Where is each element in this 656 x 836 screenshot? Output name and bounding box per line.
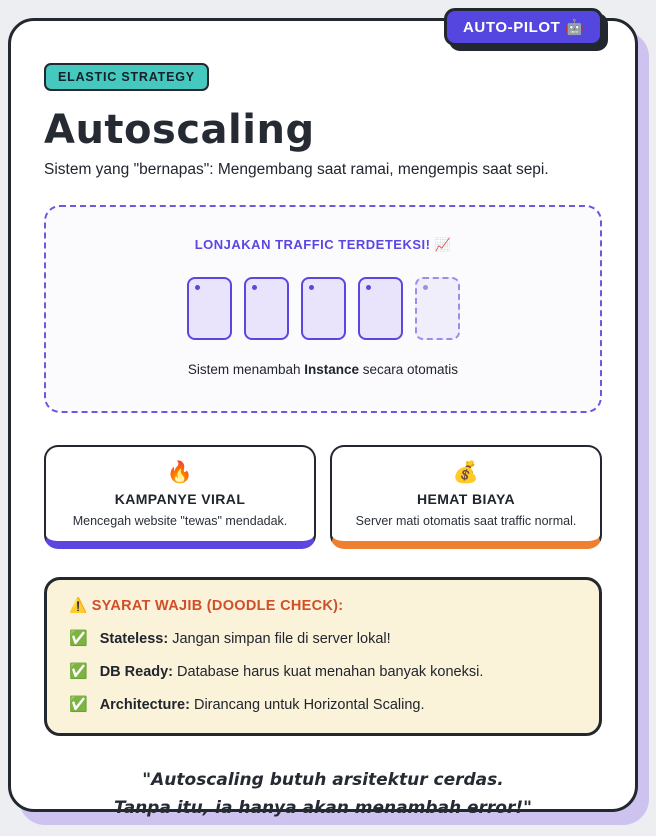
instance-row (66, 277, 580, 340)
instance-box (301, 277, 346, 340)
traffic-caption-prefix: Sistem menambah (187, 362, 305, 377)
main-card (8, 18, 638, 819)
warning-icon: ⚠️ (69, 598, 88, 615)
requirements-title (69, 597, 577, 614)
instance-box (358, 277, 403, 340)
traffic-panel (44, 205, 602, 413)
benefit-card-cost (330, 445, 602, 549)
chart-increasing-icon: 📈 (434, 237, 452, 252)
instance-box (187, 277, 232, 340)
requirement-desc: Dirancang untuk Horizontal Scaling. (193, 697, 425, 714)
check-icon: ✅ (69, 663, 88, 681)
requirement-item (69, 629, 577, 647)
check-icon: ✅ (69, 630, 88, 648)
requirement-label: Stateless: (99, 631, 169, 648)
requirement-text (100, 697, 425, 713)
benefit-title-viral: KAMPANYE VIRAL (114, 491, 246, 508)
money-bag-icon: 💰 (452, 461, 480, 484)
closing-quote-line1: "Autoscaling butuh arsitektur cerdas. (142, 770, 504, 791)
traffic-title-text: LONJAKAN TRAFFIC TERDETEKSI! (194, 237, 431, 252)
benefits-row (44, 445, 602, 549)
check-icon: ✅ (69, 696, 88, 714)
traffic-caption-keyword: Instance (304, 362, 360, 377)
strategy-tag: ELASTIC STRATEGY (44, 63, 209, 91)
instance-box (244, 277, 289, 340)
benefit-desc-cost: Server mati otomatis saat traffic normal. (355, 514, 577, 529)
page-subtitle: Sistem yang "bernapas": Mengembang saat ramai, mengempis saat sepi. (44, 161, 549, 178)
fire-icon: 🔥 (166, 461, 194, 484)
requirements-panel (44, 577, 602, 736)
robot-icon: 🤖 (565, 19, 585, 36)
benefit-title-cost: HEMAT BIAYA (416, 491, 515, 508)
autopilot-badge-label: AUTO-PILOT (463, 19, 561, 36)
requirement-label: Architecture: (99, 697, 190, 714)
benefit-desc-viral: Mencegah website "tewas" mendadak. (72, 514, 288, 529)
traffic-panel-title (66, 237, 580, 253)
page-title: Autoscaling (44, 107, 315, 153)
closing-quote (44, 766, 602, 822)
traffic-caption (66, 362, 580, 377)
autopilot-badge (444, 8, 603, 46)
instance-box-pending (415, 277, 460, 340)
requirement-text (100, 664, 484, 680)
closing-quote-line2: Tanpa itu, ia hanya akan menambah error!" (114, 798, 532, 819)
requirement-desc: Jangan simpan file di server lokal! (172, 631, 391, 648)
requirements-title-text: SYARAT WAJIB (DOODLE CHECK): (91, 598, 344, 615)
requirement-item (69, 695, 577, 713)
requirement-item (69, 662, 577, 680)
traffic-caption-suffix: secara otomatis (359, 362, 459, 377)
requirement-desc: Database harus kuat menahan banyak koneksi. (177, 664, 484, 681)
requirement-label: DB Ready: (99, 664, 174, 681)
requirement-text (100, 631, 391, 647)
benefit-card-viral (44, 445, 316, 549)
